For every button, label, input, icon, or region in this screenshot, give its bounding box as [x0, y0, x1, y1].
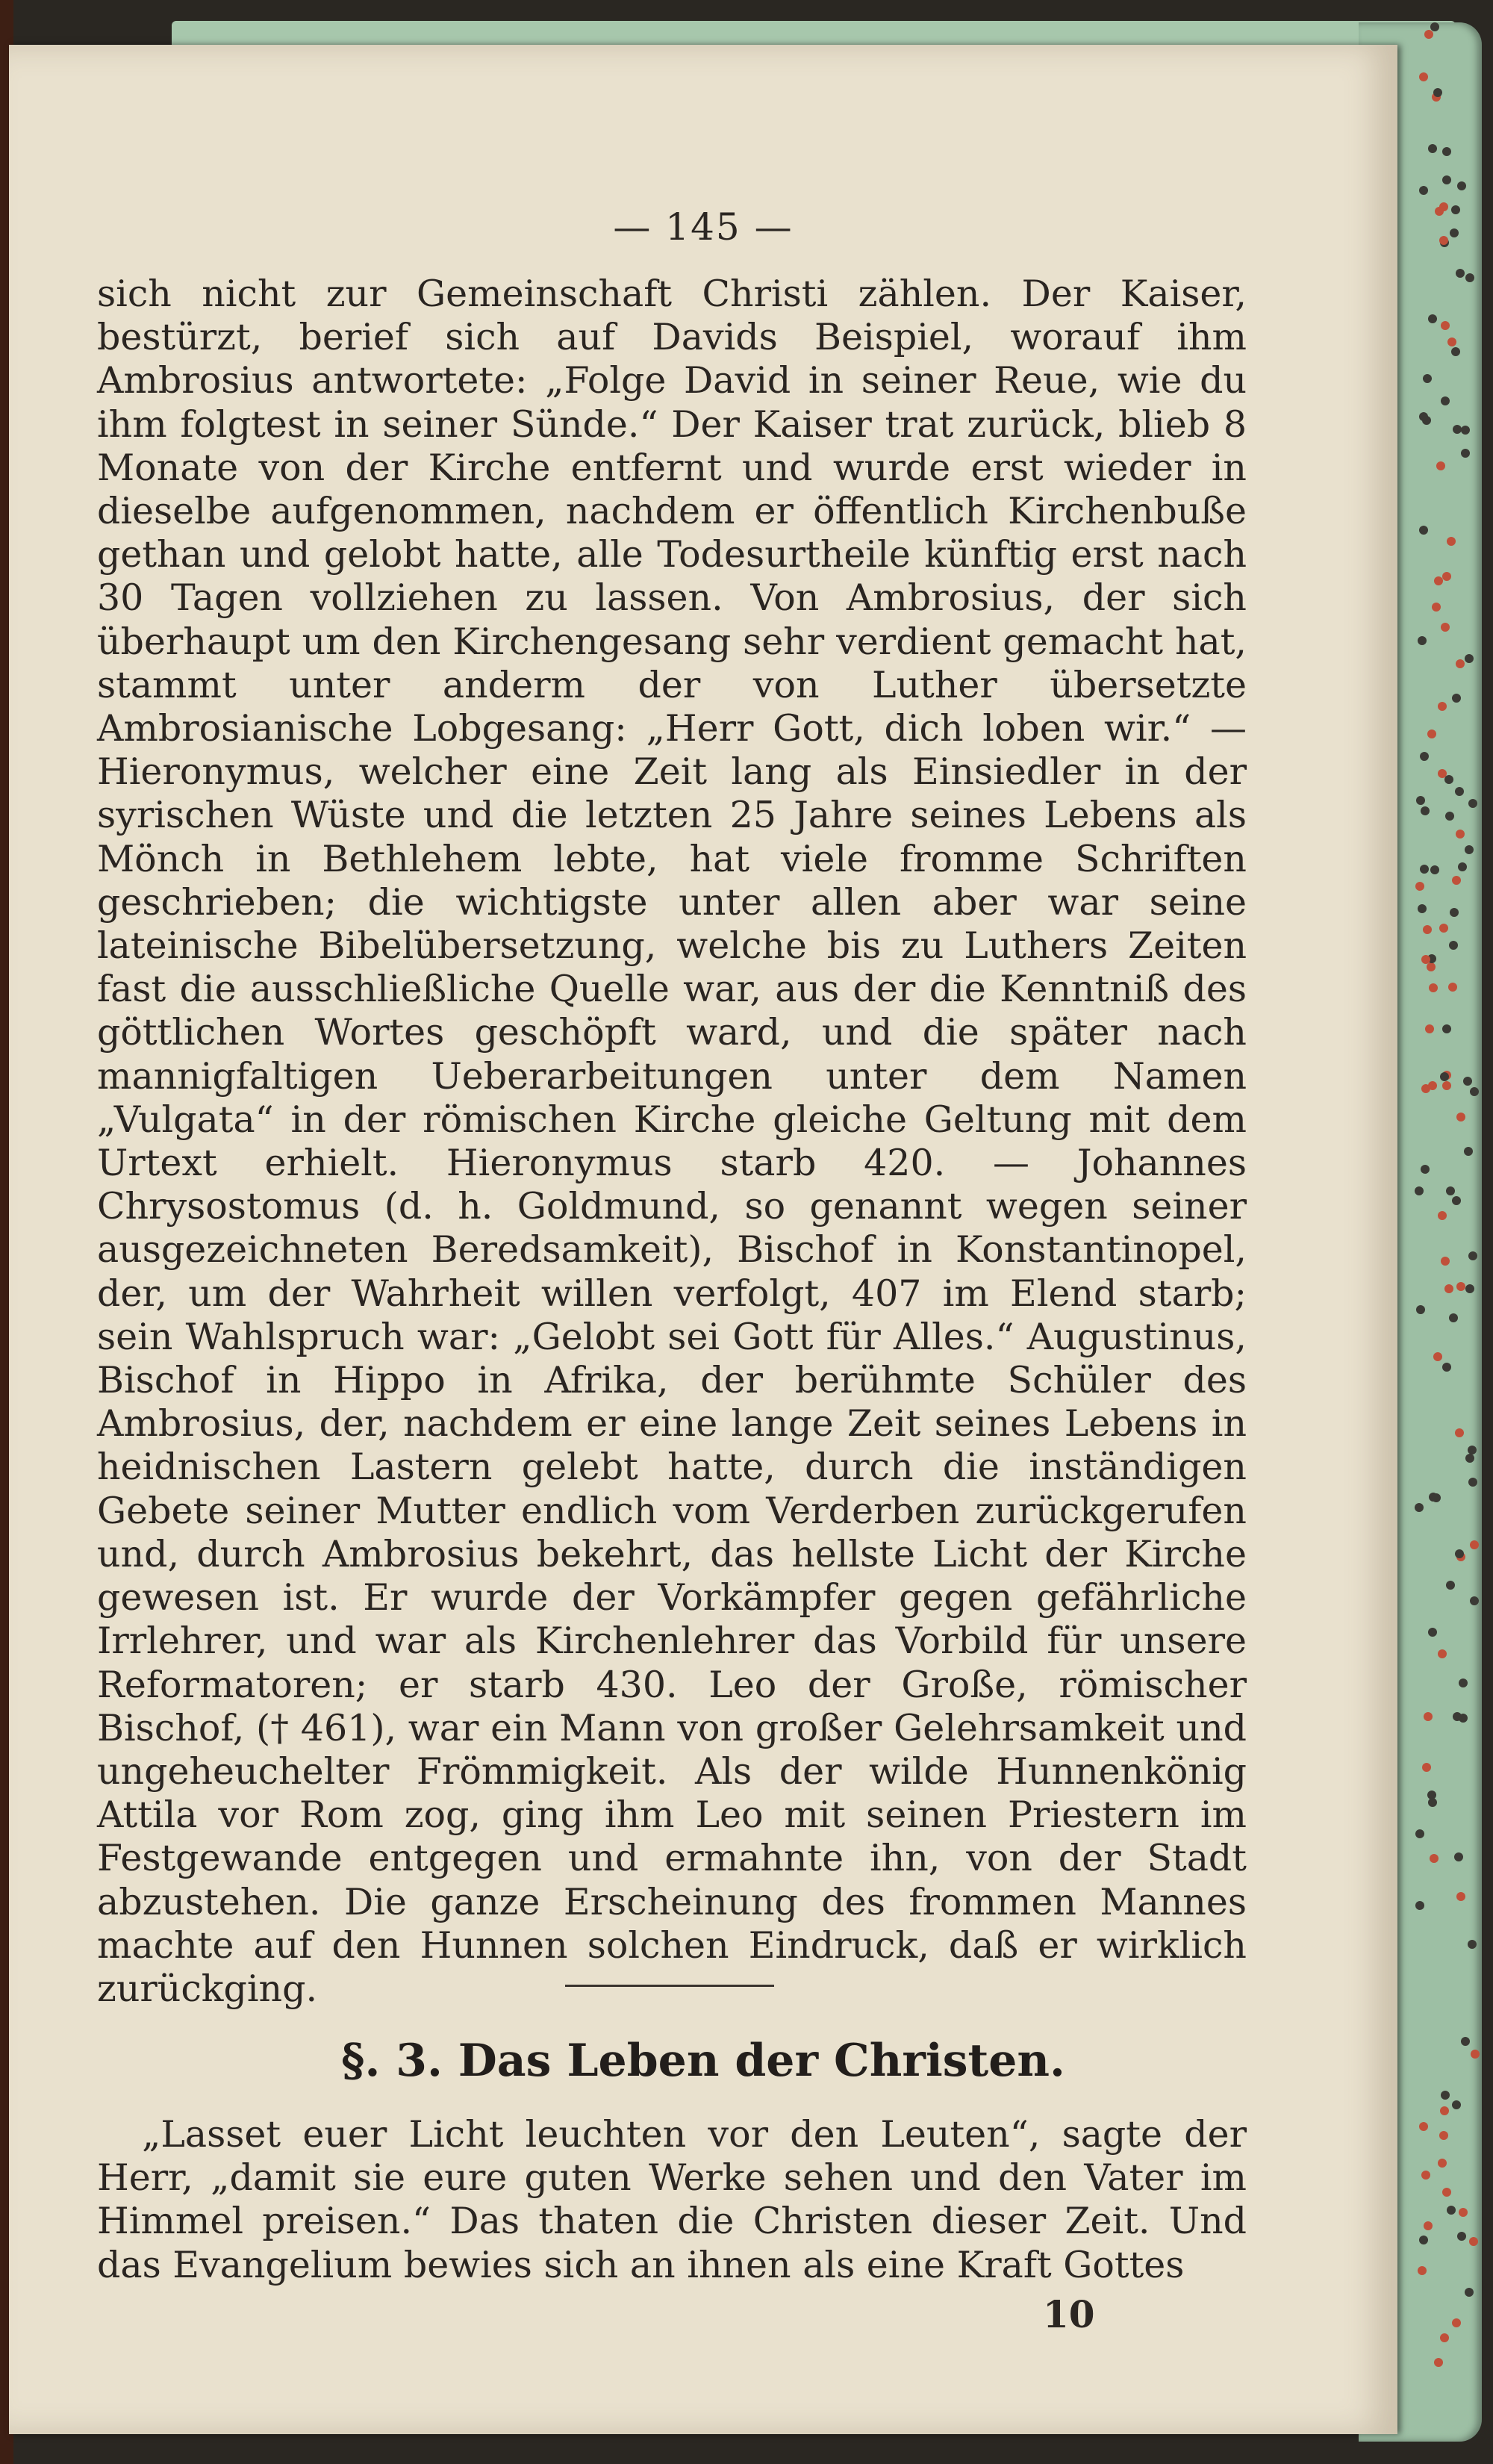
marbling-dot: [1438, 702, 1447, 711]
marbling-dot: [1470, 1540, 1479, 1549]
marbling-dot: [1468, 1478, 1477, 1487]
marbling-dot: [1471, 2050, 1480, 2059]
marbling-dot: [1419, 2236, 1428, 2244]
marbling-dot: [1418, 904, 1427, 913]
marbling-dot: [1465, 1454, 1474, 1463]
marbling-dot: [1468, 1940, 1477, 1949]
marbling-dot: [1419, 186, 1428, 195]
marbling-dot: [1446, 1186, 1455, 1195]
marbling-dot: [1424, 1712, 1433, 1721]
marbling-dot: [1442, 2188, 1451, 2197]
marbling-dot: [1441, 623, 1450, 632]
marbling-dot: [1428, 144, 1437, 153]
marbling-dot: [1438, 1649, 1447, 1658]
marbling-dot: [1452, 2318, 1461, 2327]
marbling-dot: [1455, 1428, 1464, 1437]
marbling-dot: [1423, 925, 1432, 934]
marbling-dot: [1452, 876, 1461, 885]
marbling-dot: [1440, 1072, 1449, 1081]
marbling-dot: [1442, 175, 1451, 184]
marbling-dot: [1430, 865, 1439, 874]
marbling-dot: [1415, 882, 1424, 891]
marbling-dot: [1421, 1084, 1430, 1093]
marbling-dot: [1452, 694, 1461, 703]
marbling-dot: [1433, 88, 1442, 97]
signature-mark: 10: [1043, 2292, 1095, 2336]
page-number-header: — 145 —: [613, 205, 794, 249]
marbling-dot: [1439, 2131, 1448, 2140]
marbling-dot: [1421, 1165, 1430, 1174]
marbling-dot: [1452, 2100, 1461, 2109]
marbling-dot: [1470, 1596, 1479, 1605]
book-page: [9, 45, 1397, 2434]
marbling-dot: [1461, 449, 1470, 458]
marbling-dot: [1439, 924, 1448, 933]
marbling-dot: [1454, 1852, 1463, 1861]
marbling-dot: [1458, 862, 1467, 871]
marbling-dot: [1423, 374, 1432, 383]
marbling-dot: [1438, 2159, 1447, 2168]
marbling-dot: [1434, 2358, 1443, 2367]
marbling-dot: [1468, 1251, 1477, 1260]
marbling-dot: [1450, 908, 1459, 917]
marbling-dot: [1441, 2091, 1450, 2100]
marbling-dot: [1415, 1186, 1424, 1195]
section-heading: §. 3. Das Leben der Christen.: [341, 2035, 1065, 2087]
marbling-dot: [1419, 2122, 1428, 2131]
marbling-dot: [1465, 654, 1474, 663]
marbling-dot: [1456, 1282, 1465, 1291]
marbling-dot: [1459, 1679, 1468, 1687]
marbling-dot: [1442, 1081, 1451, 1090]
marbling-dot: [1418, 636, 1427, 645]
marbling-dot: [1434, 576, 1443, 585]
marbling-dot: [1420, 752, 1429, 761]
marbling-dot: [1427, 729, 1436, 738]
marbling-dot: [1419, 72, 1428, 81]
marbling-dot: [1439, 202, 1448, 211]
marbling-dot: [1446, 1581, 1455, 1590]
marbling-dot: [1424, 30, 1433, 39]
marbling-dot: [1430, 22, 1439, 31]
marbling-dot: [1425, 1024, 1434, 1033]
marbling-dot: [1430, 1854, 1439, 1863]
marbling-dot: [1441, 396, 1450, 405]
marbling-dot: [1448, 983, 1457, 992]
marbling-dot: [1455, 787, 1464, 796]
section-divider: [565, 1985, 774, 1987]
marbling-dot: [1450, 228, 1459, 237]
marbling-dot: [1465, 1284, 1474, 1293]
marbling-dot: [1433, 1352, 1442, 1361]
marbling-dot: [1465, 273, 1474, 282]
marbling-dot: [1421, 2171, 1430, 2180]
marbling-dot: [1463, 1077, 1472, 1086]
marbling-dot: [1416, 1305, 1425, 1314]
marbling-dot: [1442, 1363, 1451, 1372]
marbling-dot: [1457, 2232, 1466, 2241]
marbling-dot: [1461, 2037, 1470, 2046]
marbling-dot: [1470, 1087, 1479, 1096]
marbling-dot: [1457, 181, 1466, 190]
marbling-dot: [1468, 1446, 1477, 1455]
marbling-dot: [1420, 865, 1429, 874]
marbling-dot: [1429, 983, 1438, 992]
marbling-dot: [1415, 1901, 1424, 1910]
marbling-dot: [1416, 796, 1425, 805]
marbling-dot: [1422, 1763, 1431, 1772]
marbling-dot: [1441, 1257, 1450, 1266]
marbling-dot: [1453, 425, 1462, 434]
marbling-dot: [1442, 147, 1451, 156]
marbling-dot: [1415, 1503, 1424, 1512]
marbling-dot: [1451, 347, 1460, 356]
marbling-dot: [1432, 603, 1441, 612]
marbling-dot: [1451, 205, 1460, 214]
marbling-dot: [1421, 806, 1430, 815]
marbling-dot: [1428, 314, 1437, 323]
marbling-dot: [1456, 1113, 1465, 1121]
marbling-dot: [1427, 1791, 1436, 1799]
marbling-dot: [1447, 2206, 1456, 2215]
marbling-dot: [1421, 955, 1430, 964]
paragraph: sich nicht zur Gemeinschaft Christi zählen. Der Kaiser, bestürzt, berief sich auf Davids Beispiel, worauf ihm Ambrosius antwortete: „Folge David in seiner Reue, wie du ihm folgtest in seiner Sünde.“ Der Kaiser trat zurück, blieb 8 Monate von der Kirche entfernt und wurde erst wieder in dieselbe aufgenommen, nachdem er öffentlich Kirchenbuße gethan und gelobt hatte, alle Todesurtheile künftig erst nach 30 Tagen vollziehen zu lassen. Von Ambrosius, der sich überhaupt um den Kirchengesang sehr verdient gemacht hat, stammt unter anderm der von Luther übersetzte Ambrosianische Lobgesang: „Herr Gott, dich loben wir.“ — Hieronymus, welcher eine Zeit lang als Einsiedler in der syrischen Wüste und die letzten 25 Jahre seines Lebens als Mönch in Bethlehem lebte, hat viele fromme Schriften geschrieben; die wichtigste unter allen aber war seine lateinische Bibelübersetzung, welche bis zu Luthers Zeiten fast die ausschließliche Quelle war, aus der die Kenntniß des göttlichen Wortes geschöpft ward, und die später nach mannigfaltigen Ueberarbeitungen unter dem Namen „Vulgata“ in der römischen Kirche gleiche Geltung mit dem Urtext erhielt. Hieronymus starb 420. — Johannes Chrysostomus (d. h. Goldmund, so genannt wegen seiner ausgezeichneten Beredsamkeit), Bischof in Konstantinopel, der, um der Wahrheit willen verfolgt, 407 im Elend starb; sein Wahlspruch war: „Gelobt sei Gott für Alles.“ Augustinus, Bischof in Hippo in Afrika, der berühmte Schüler des Ambrosius, der, nachdem er eine lange Zeit seines Lebens in heidnischen Lastern gelebt hatte, durch die inständigen Gebete seiner Mutter endlich vom Verderben zurückgerufen und, durch Ambrosius bekehrt, das hellste Licht der Kirche gewesen ist. Er wurde der Vorkämpfer gegen gefährliche Irrlehrer, und war als Kirchenlehrer das Vorbild für unsere Reformatoren; er starb 430. Leo der Große, römischer Bischof, († 461), war ein Mann von großer Gelehrsamkeit und ungeheuchelter Frömmigkeit. Als der wilde Hunnenkönig Attila vor Rom zog, ging ihm Leo mit seinen Priestern im Festgewande entgegen und ermahnte ihn, von der Stadt abzustehen. Die ganze Erscheinung des frommen Mannes machte auf den Hunnen solchen Eindruck, daß er wirklich zurückging.: [97, 273, 1247, 2010]
marbling-dot: [1459, 2208, 1468, 2217]
marbling-dot: [1447, 337, 1456, 346]
marbling-dot: [1456, 269, 1465, 278]
marbling-dot: [1445, 812, 1454, 821]
marbling-dot: [1456, 830, 1465, 839]
marbling-dot: [1436, 461, 1445, 470]
marbling-dot: [1442, 1024, 1451, 1033]
marbling-dot: [1464, 1147, 1473, 1156]
marbling-dot: [1468, 799, 1477, 808]
marbling-dot: [1452, 1196, 1461, 1205]
marbling-dot: [1415, 1829, 1424, 1838]
marbling-dot: [1438, 769, 1447, 778]
marbling-dot: [1456, 659, 1465, 668]
marbling-dot: [1440, 2333, 1449, 2342]
marbling-dot: [1438, 1211, 1447, 1220]
marbling-dot: [1440, 2106, 1449, 2115]
marbling-dot: [1461, 426, 1470, 435]
marbling-dot: [1428, 1628, 1437, 1637]
section-paragraph: „Lasset euer Licht leuchten vor den Leuten“, sagte der Herr, „damit sie eure guten Werke sehen und den Vater im Himmel preisen.“ Das thaten die Christen dieser Zeit. Und das Evangelium bewies sich an ihnen als eine Kraft Gottes: [97, 2113, 1247, 2286]
marbling-dot: [1419, 526, 1428, 535]
marbling-dot: [1424, 2221, 1433, 2230]
marbling-dot: [1418, 2266, 1427, 2275]
body-text: [97, 273, 1247, 2011]
marbling-dot: [1449, 1313, 1458, 1322]
marbling-dot: [1465, 845, 1474, 854]
marbling-dot: [1465, 2288, 1474, 2297]
marbling-dot: [1442, 572, 1451, 581]
marbling-dot: [1427, 962, 1436, 971]
marbling-dot: [1469, 2237, 1478, 2246]
marbling-dot: [1449, 941, 1458, 950]
marbling-dot: [1444, 1284, 1453, 1293]
marbling-dot: [1456, 1892, 1465, 1901]
marbling-dot: [1447, 537, 1456, 546]
marbling-dot: [1429, 1493, 1438, 1502]
marbling-dot: [1441, 321, 1450, 330]
